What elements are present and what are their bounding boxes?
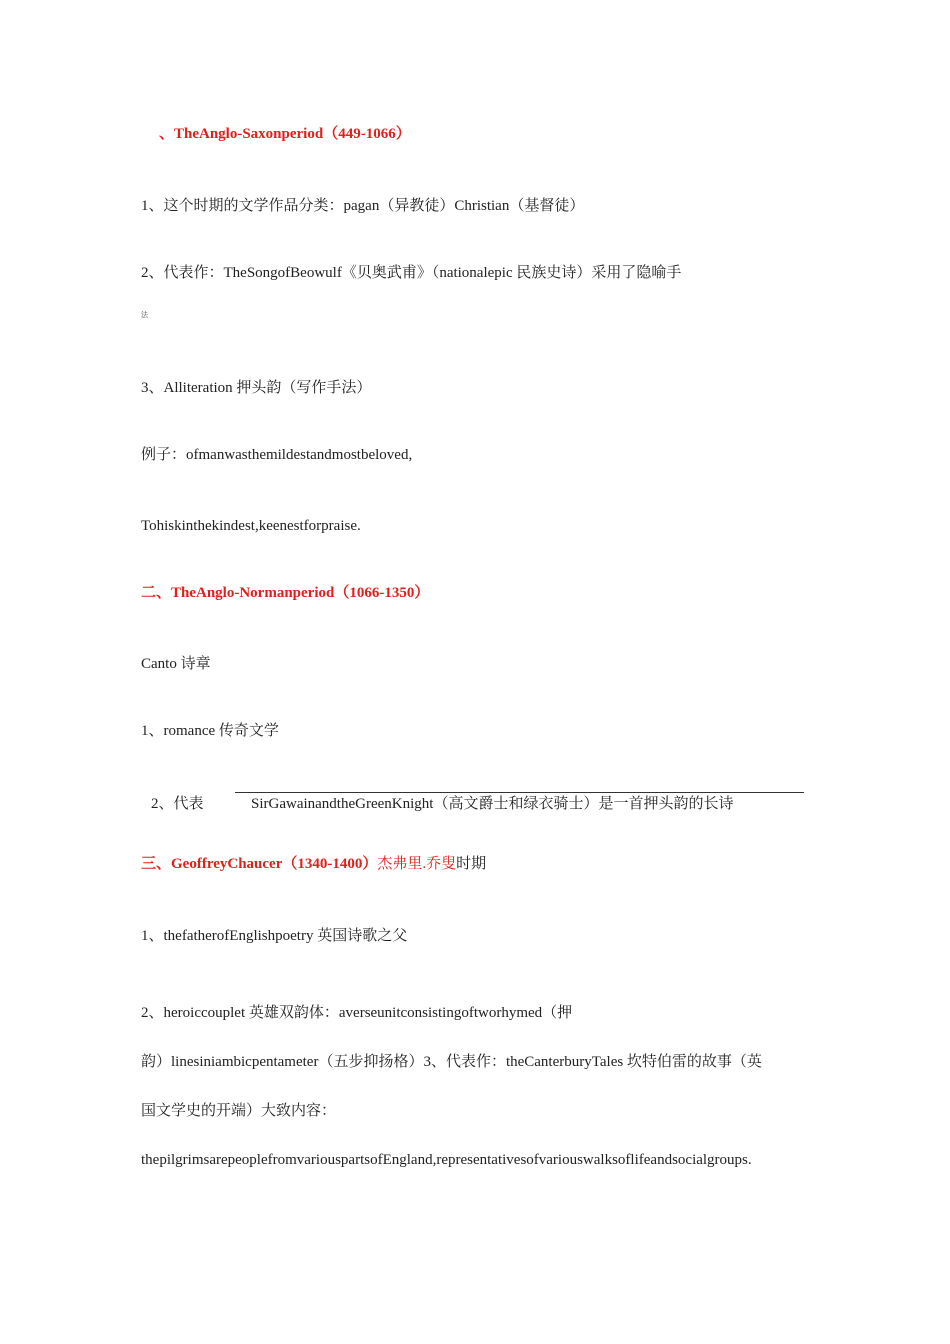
- section-heading-anglo-saxon: 、TheAnglo-Saxonperiod（449-1066）: [159, 126, 411, 142]
- paragraph-classification: 1、这个时期的文学作品分类：pagan（异教徒）Christian（基督徒）: [141, 198, 585, 214]
- section-heading-chaucer-chinese-name: 杰弗里.乔叟: [377, 856, 457, 872]
- paragraph-sir-gawain: SirGawainandtheGreenKnight（高文爵士和绿衣骑士）是一首押头韵的长诗: [251, 796, 734, 812]
- section-heading-anglo-norman: 二、TheAnglo-Normanperiod（1066-1350）: [141, 585, 430, 601]
- paragraph-father-of-poetry: 1、thefatherofEnglishpoetry 英国诗歌之父: [141, 928, 408, 944]
- paragraph-heroic-couplet: 2、heroiccouplet 英雄双韵体：averseunitconsistingoftworhymed（押: [141, 1005, 573, 1021]
- paragraph-representative-work: 2、代表作：TheSongofBeowulf《贝奥武甫》（nationalepic 民族史诗）采用了隐喻手: [141, 265, 682, 281]
- paragraph-alliteration: 3、Alliteration 押头韵（写作手法）: [141, 380, 372, 396]
- paragraph-representative-work-continuation: 法: [141, 311, 148, 319]
- horizontal-rule: [235, 792, 804, 793]
- paragraph-romance: 1、romance 传奇文学: [141, 723, 279, 739]
- paragraph-example-line-2: Tohiskinthekindest,keenestforpraise.: [141, 518, 361, 534]
- section-heading-chaucer-suffix: 时期: [456, 856, 487, 872]
- paragraph-example-line-1: 例子：ofmanwasthemildestandmostbeloved,: [141, 447, 413, 463]
- paragraph-representative-label: 2、代表: [151, 796, 204, 812]
- paragraph-canto: Canto 诗章: [141, 656, 211, 672]
- section-heading-chaucer-title: 三、GeoffreyChaucer（1340-1400）: [141, 856, 378, 872]
- section-heading-chaucer: [141, 854, 486, 874]
- paragraph-content-intro: 国文学史的开端）大致内容：: [141, 1103, 337, 1119]
- paragraph-heroic-couplet-continuation: 韵）linesiniambicpentameter（五步抑扬格）3、代表作：theCanterburyTales 坎特伯雷的故事（英: [141, 1054, 762, 1070]
- paragraph-pilgrims: thepilgrimsarepeoplefromvariouspartsofEngland,representativesofvariouswalksoflifeandsocialgroups.: [141, 1152, 752, 1168]
